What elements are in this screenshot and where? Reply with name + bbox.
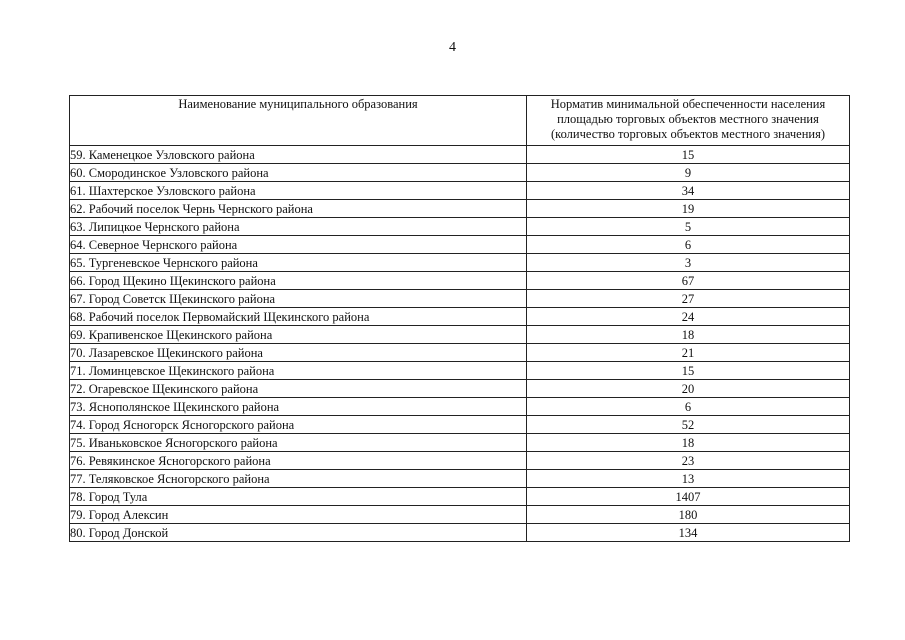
municipality-name-cell: 66. Город Щекино Щекинского района bbox=[70, 272, 527, 290]
header-municipality-name: Наименование муниципального образования bbox=[70, 96, 527, 146]
table-row bbox=[70, 506, 850, 524]
municipality-name-cell: 74. Город Ясногорск Ясногорского района bbox=[70, 416, 527, 434]
norm-value-cell: 21 bbox=[527, 344, 850, 362]
table-row bbox=[70, 398, 850, 416]
municipality-name-cell: 78. Город Тула bbox=[70, 488, 527, 506]
municipality-name-cell: 59. Каменецкое Узловского района bbox=[70, 146, 527, 164]
table-row bbox=[70, 308, 850, 326]
municipality-name-cell: 64. Северное Чернского района bbox=[70, 236, 527, 254]
norm-value-cell: 3 bbox=[527, 254, 850, 272]
norm-value-cell: 20 bbox=[527, 380, 850, 398]
municipality-name-cell: 75. Иваньковское Ясногорского района bbox=[70, 434, 527, 452]
header-row bbox=[70, 96, 850, 146]
norm-value-cell: 18 bbox=[527, 326, 850, 344]
table-row bbox=[70, 380, 850, 398]
table-row bbox=[70, 326, 850, 344]
norm-value-cell: 27 bbox=[527, 290, 850, 308]
municipality-name-cell: 68. Рабочий поселок Первомайский Щекинского района bbox=[70, 308, 527, 326]
municipality-name-cell: 80. Город Донской bbox=[70, 524, 527, 542]
municipality-name-cell: 67. Город Советск Щекинского района bbox=[70, 290, 527, 308]
norm-value-cell: 23 bbox=[527, 452, 850, 470]
table-row bbox=[70, 434, 850, 452]
municipality-name-cell: 72. Огаревское Щекинского района bbox=[70, 380, 527, 398]
norm-value-cell: 15 bbox=[527, 146, 850, 164]
norm-value-cell: 180 bbox=[527, 506, 850, 524]
norm-value-cell: 34 bbox=[527, 182, 850, 200]
table-header bbox=[70, 96, 850, 146]
table-row bbox=[70, 416, 850, 434]
norm-value-cell: 24 bbox=[527, 308, 850, 326]
table-row bbox=[70, 164, 850, 182]
municipality-name-cell: 60. Смородинское Узловского района bbox=[70, 164, 527, 182]
table-row bbox=[70, 452, 850, 470]
table-row bbox=[70, 182, 850, 200]
municipality-name-cell: 70. Лазаревское Щекинского района bbox=[70, 344, 527, 362]
municipality-name-cell: 77. Теляковское Ясногорского района bbox=[70, 470, 527, 488]
table-row bbox=[70, 290, 850, 308]
municipality-name-cell: 65. Тургеневское Чернского района bbox=[70, 254, 527, 272]
norm-value-cell: 5 bbox=[527, 218, 850, 236]
norm-value-cell: 13 bbox=[527, 470, 850, 488]
table-row bbox=[70, 254, 850, 272]
table-body bbox=[70, 146, 850, 542]
norm-value-cell: 15 bbox=[527, 362, 850, 380]
norm-value-cell: 6 bbox=[527, 398, 850, 416]
table-row bbox=[70, 146, 850, 164]
municipality-name-cell: 79. Город Алексин bbox=[70, 506, 527, 524]
norm-value-cell: 134 bbox=[527, 524, 850, 542]
table-row bbox=[70, 488, 850, 506]
municipality-name-cell: 71. Ломинцевское Щекинского района bbox=[70, 362, 527, 380]
norm-value-cell: 19 bbox=[527, 200, 850, 218]
table-row bbox=[70, 344, 850, 362]
norm-value-cell: 9 bbox=[527, 164, 850, 182]
norm-value-cell: 1407 bbox=[527, 488, 850, 506]
norm-value-cell: 67 bbox=[527, 272, 850, 290]
page-number: 4 bbox=[449, 40, 456, 55]
table-row bbox=[70, 362, 850, 380]
table-row bbox=[70, 272, 850, 290]
municipality-name-cell: 63. Липицкое Чернского района bbox=[70, 218, 527, 236]
municipality-name-cell: 62. Рабочий поселок Чернь Чернского района bbox=[70, 200, 527, 218]
table-row bbox=[70, 218, 850, 236]
municipal-norms-table bbox=[69, 95, 850, 542]
table-row bbox=[70, 200, 850, 218]
municipality-name-cell: 76. Ревякинское Ясногорского района bbox=[70, 452, 527, 470]
norm-value-cell: 6 bbox=[527, 236, 850, 254]
municipality-name-cell: 61. Шахтерское Узловского района bbox=[70, 182, 527, 200]
table-row bbox=[70, 236, 850, 254]
table-row bbox=[70, 470, 850, 488]
table-row bbox=[70, 524, 850, 542]
municipality-name-cell: 69. Крапивенское Щекинского района bbox=[70, 326, 527, 344]
norm-value-cell: 52 bbox=[527, 416, 850, 434]
header-norm-value: Норматив минимальной обеспеченности населения площадью торговых объектов местного значения (количество торговых объектов местного значения) bbox=[527, 96, 850, 146]
norm-value-cell: 18 bbox=[527, 434, 850, 452]
municipality-name-cell: 73. Яснополянское Щекинского района bbox=[70, 398, 527, 416]
